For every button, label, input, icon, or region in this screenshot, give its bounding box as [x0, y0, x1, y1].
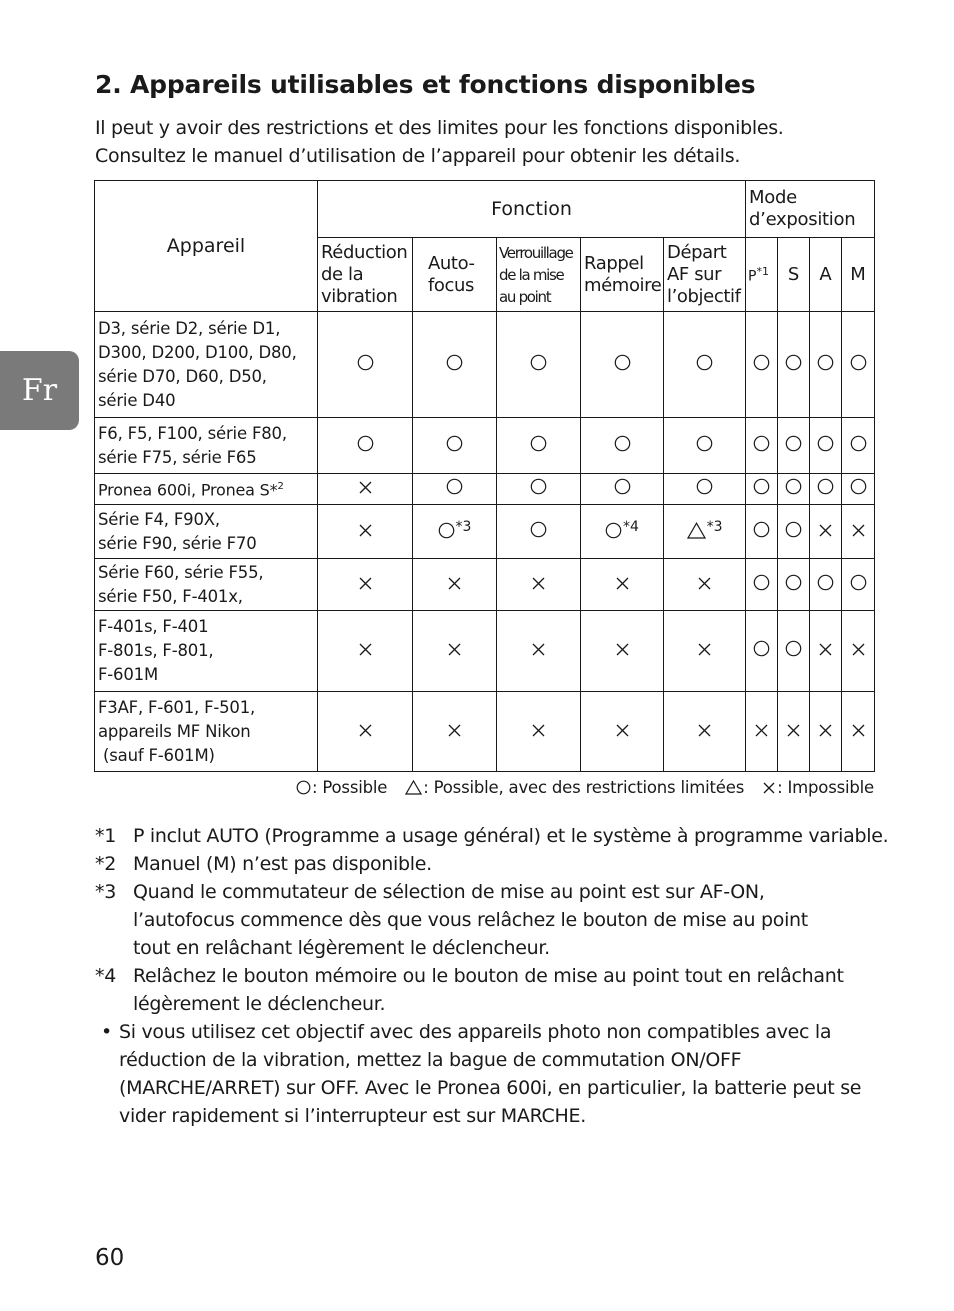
header-exposure-mode-line: Mode [749, 187, 797, 208]
footnote-mark: *1 [95, 825, 116, 847]
circle-icon [696, 478, 713, 500]
circle-icon [530, 478, 547, 500]
cell-mode-a [810, 611, 842, 692]
cross-icon [531, 640, 546, 662]
device-line: série D70, D60, D50, [98, 366, 267, 386]
header-mode-m: M [842, 238, 875, 312]
header-line: Rappel [584, 252, 644, 274]
cell-memory-recall [581, 611, 664, 692]
cell-mode-m [842, 692, 875, 772]
cross-icon [786, 721, 801, 743]
header-line: AF sur [667, 263, 722, 285]
cell-mode-s [778, 474, 810, 505]
header-mode-p [746, 238, 778, 312]
header-line: de la [321, 263, 364, 285]
cell-mode-a [810, 692, 842, 772]
device-line: appareils MF Nikon [98, 721, 251, 741]
cross-icon [818, 640, 833, 662]
footnote-line: légèrement le déclencheur. [133, 993, 386, 1015]
header-mode-s: S [778, 238, 810, 312]
device-line: (sauf F-601M) [98, 745, 215, 765]
cell-focus-lock [497, 692, 581, 772]
footnote [95, 850, 885, 878]
footnotes [95, 822, 889, 1130]
section-heading: 2. Appareils utilisables et fonctions disponibles [95, 70, 756, 99]
cell-mode-s [778, 692, 810, 772]
cell-vibration-reduction [318, 611, 413, 692]
circle-icon [753, 478, 770, 500]
cell-note: *4 [623, 519, 639, 536]
device-line: série F50, F-401x, [98, 586, 243, 606]
cell-focus-lock [497, 474, 581, 505]
header-line: au point [499, 287, 551, 306]
footnote [95, 878, 885, 962]
device-line: F6, F5, F100, série F80, [98, 423, 287, 443]
cross-icon [447, 721, 462, 743]
cross-icon [762, 780, 776, 799]
device-line: F-601M [98, 665, 158, 684]
header-line: Verrouillage [499, 243, 573, 262]
cell-vibration-reduction [318, 559, 413, 611]
device-line: Série F4, F90X, [98, 509, 220, 529]
cell-mode-s [778, 312, 810, 418]
cell-mode-s [778, 418, 810, 474]
cell-memory-recall [581, 312, 664, 418]
cross-icon [818, 521, 833, 543]
footnote-line: Relâchez le bouton mémoire ou le bouton de mise au point tout en relâchant [133, 965, 844, 987]
cell-focus-lock [497, 559, 581, 611]
device-line: F-801s, F-801, [98, 641, 214, 660]
cross-icon [851, 721, 866, 743]
header-line: mémoire [584, 274, 662, 296]
language-tab: Fr [0, 351, 79, 430]
circle-icon [817, 354, 834, 376]
circle-icon [850, 435, 867, 457]
circle-icon [753, 435, 770, 457]
circle-icon [357, 435, 374, 457]
circle-icon [817, 435, 834, 457]
circle-icon [696, 435, 713, 457]
bullet-note [101, 1018, 885, 1130]
header-af-start-lens [664, 238, 746, 312]
circle-icon [446, 435, 463, 457]
cell-mode-a [810, 312, 842, 418]
device-line [98, 475, 317, 502]
cross-icon [531, 721, 546, 743]
cross-icon [851, 640, 866, 662]
cell-mode-p [746, 559, 778, 611]
cell-mode-p [746, 692, 778, 772]
circle-icon [530, 521, 547, 543]
cell-mode-s [778, 505, 810, 559]
table-row [95, 559, 875, 611]
cell-af-start-lens [664, 418, 746, 474]
circle-icon [850, 574, 867, 596]
header-line: Départ [667, 241, 727, 263]
compatibility-table [94, 180, 875, 772]
cross-icon [358, 521, 373, 543]
cell-mode-m [842, 505, 875, 559]
cell-memory-recall [581, 692, 664, 772]
table-row [95, 692, 875, 772]
header-function: Fonction [318, 181, 746, 238]
circle-icon [530, 354, 547, 376]
header-mode-a: A [810, 238, 842, 312]
cell-mode-m [842, 559, 875, 611]
bullet-icon: • [101, 1021, 112, 1043]
device-line: D300, D200, D100, D80, [98, 342, 297, 362]
cross-icon [754, 721, 769, 743]
cell-mode-p [746, 505, 778, 559]
cell-mode-s [778, 611, 810, 692]
device-line: D3, série D2, série D1, [98, 318, 281, 338]
mode-p-label: P [748, 268, 757, 285]
cell-memory-recall [581, 418, 664, 474]
table-row [95, 611, 875, 692]
intro-line: Consultez le manuel d’utilisation de l’appareil pour obtenir les détails. [95, 145, 741, 167]
intro-line: Il peut y avoir des restrictions et des limites pour les fonctions disponibles. [95, 117, 784, 139]
circle-icon [850, 478, 867, 500]
circle-icon [296, 780, 311, 799]
cell-vibration-reduction [318, 692, 413, 772]
cell-af-start-lens [664, 312, 746, 418]
cell-autofocus [413, 611, 497, 692]
cross-icon [697, 640, 712, 662]
footnote-line: tout en relâchant légèrement le déclencheur. [133, 937, 550, 959]
mode-p-note: *1 [756, 264, 769, 278]
circle-icon [785, 354, 802, 376]
triangle-icon [405, 780, 422, 799]
header-line: focus [428, 274, 475, 296]
header-autofocus [413, 238, 497, 312]
device-line: série D40 [98, 390, 176, 410]
device-cell [95, 559, 318, 611]
cell-mode-m [842, 312, 875, 418]
device-cell [95, 312, 318, 418]
footnote-mark: *4 [95, 965, 116, 987]
footnote-line: P inclut AUTO (Programme a usage général) et le système à programme variable. [133, 825, 889, 847]
legend-limited: : Possible, avec des restrictions limitées [423, 778, 745, 797]
circle-icon [785, 574, 802, 596]
header-line: Réduction [321, 241, 408, 263]
circle-icon [817, 574, 834, 596]
cell-vibration-reduction [318, 474, 413, 505]
table-row [95, 505, 875, 559]
circle-icon [785, 435, 802, 457]
cell-af-start-lens [664, 611, 746, 692]
device-cell [95, 505, 318, 559]
cell-mode-a [810, 505, 842, 559]
header-memory-recall [581, 238, 664, 312]
legend [94, 778, 874, 799]
device-line: série F90, série F70 [98, 533, 257, 553]
cell-mode-a [810, 474, 842, 505]
cell-memory-recall [581, 505, 664, 559]
header-line: l’objectif [667, 285, 741, 307]
cell-focus-lock [497, 505, 581, 559]
device-line: F3AF, F-601, F-501, [98, 697, 256, 717]
cell-af-start-lens [664, 505, 746, 559]
footnote-line: Quand le commutateur de sélection de mise au point est sur AF-ON, [133, 881, 765, 903]
cell-autofocus [413, 505, 497, 559]
circle-icon [753, 640, 770, 662]
bullet-line: (MARCHE/ARRET) sur OFF. Avec le Pronea 600i, en particulier, la batterie peut se [119, 1077, 862, 1099]
cell-mode-s [778, 559, 810, 611]
cross-icon [818, 721, 833, 743]
device-cell [95, 418, 318, 474]
cross-icon [531, 574, 546, 596]
circle-icon [785, 478, 802, 500]
cell-mode-m [842, 611, 875, 692]
header-exposure-mode-line: d’exposition [749, 209, 856, 230]
header-device: Appareil [95, 181, 318, 312]
cell-autofocus [413, 474, 497, 505]
circle-icon [614, 435, 631, 457]
device-line: Série F60, série F55, [98, 562, 264, 582]
cross-icon [358, 721, 373, 743]
bullet-line: Si vous utilisez cet objectif avec des appareils photo non compatibles avec la [119, 1021, 832, 1043]
circle-icon [753, 574, 770, 596]
cell-autofocus [413, 312, 497, 418]
cross-icon [697, 574, 712, 596]
circle-icon [785, 521, 802, 543]
device-cell [95, 474, 318, 505]
intro-paragraph [95, 114, 895, 170]
circle-icon [850, 354, 867, 376]
device-cell [95, 611, 318, 692]
cell-mode-a [810, 418, 842, 474]
circle-icon [753, 354, 770, 376]
cell-mode-p [746, 474, 778, 505]
footnote [95, 962, 885, 1018]
cross-icon [358, 478, 373, 500]
header-line: vibration [321, 285, 398, 307]
cross-icon [447, 574, 462, 596]
cell-mode-m [842, 418, 875, 474]
footnote-line: Manuel (M) n’est pas disponible. [133, 853, 432, 875]
cell-note: *3 [455, 519, 472, 536]
cell-autofocus [413, 418, 497, 474]
cell-af-start-lens [664, 692, 746, 772]
cell-autofocus [413, 559, 497, 611]
cell-mode-m [842, 474, 875, 505]
circle-icon [605, 522, 622, 544]
circle-icon [530, 435, 547, 457]
triangle-icon [687, 522, 706, 544]
circle-icon [785, 640, 802, 662]
cross-icon [615, 721, 630, 743]
cell-mode-p [746, 312, 778, 418]
cell-af-start-lens [664, 559, 746, 611]
circle-icon [357, 354, 374, 376]
circle-icon [817, 478, 834, 500]
header-exposure-mode [746, 181, 875, 238]
header-line: de la mise [499, 265, 564, 284]
bullet-line: réduction de la vibration, mettez la bague de commutation ON/OFF [119, 1049, 742, 1071]
cell-focus-lock [497, 312, 581, 418]
bullet-line: vider rapidement si l’interrupteur est sur MARCHE. [119, 1105, 586, 1127]
cross-icon [447, 640, 462, 662]
footnote-mark: *3 [95, 881, 116, 903]
cell-autofocus [413, 692, 497, 772]
footnote [95, 822, 889, 850]
device-text: Pronea 600i, Pronea S* [98, 480, 278, 500]
page-number: 60 [95, 1245, 125, 1271]
cross-icon [697, 721, 712, 743]
cell-focus-lock [497, 611, 581, 692]
cell-vibration-reduction [318, 312, 413, 418]
legend-possible: : Possible [311, 778, 388, 797]
cross-icon [615, 574, 630, 596]
cross-icon [851, 521, 866, 543]
cell-memory-recall [581, 559, 664, 611]
cell-note: *3 [706, 519, 723, 536]
table-row [95, 418, 875, 474]
header-vibration-reduction [318, 238, 413, 312]
cell-mode-p [746, 611, 778, 692]
header-focus-lock [497, 238, 581, 312]
circle-icon [446, 354, 463, 376]
cell-mode-p [746, 418, 778, 474]
table-row [95, 474, 875, 505]
device-line: série F75, série F65 [98, 447, 257, 467]
cell-focus-lock [497, 418, 581, 474]
cross-icon [615, 640, 630, 662]
device-cell [95, 692, 318, 772]
header-line: Auto- [428, 252, 475, 274]
cell-af-start-lens [664, 474, 746, 505]
cell-memory-recall [581, 474, 664, 505]
footnote-mark: *2 [95, 853, 116, 875]
circle-icon [446, 478, 463, 500]
device-line: F-401s, F-401 [98, 617, 209, 636]
device-note: 2 [277, 481, 284, 493]
cell-mode-a [810, 559, 842, 611]
table-row [95, 312, 875, 418]
circle-icon [438, 522, 455, 544]
cell-vibration-reduction [318, 505, 413, 559]
circle-icon [696, 354, 713, 376]
cross-icon [358, 574, 373, 596]
legend-impossible: : Impossible [777, 778, 874, 797]
footnote-line: l’autofocus commence dès que vous relâchez le bouton de mise au point [133, 909, 808, 931]
circle-icon [753, 521, 770, 543]
circle-icon [614, 478, 631, 500]
cell-vibration-reduction [318, 418, 413, 474]
cross-icon [358, 640, 373, 662]
circle-icon [614, 354, 631, 376]
